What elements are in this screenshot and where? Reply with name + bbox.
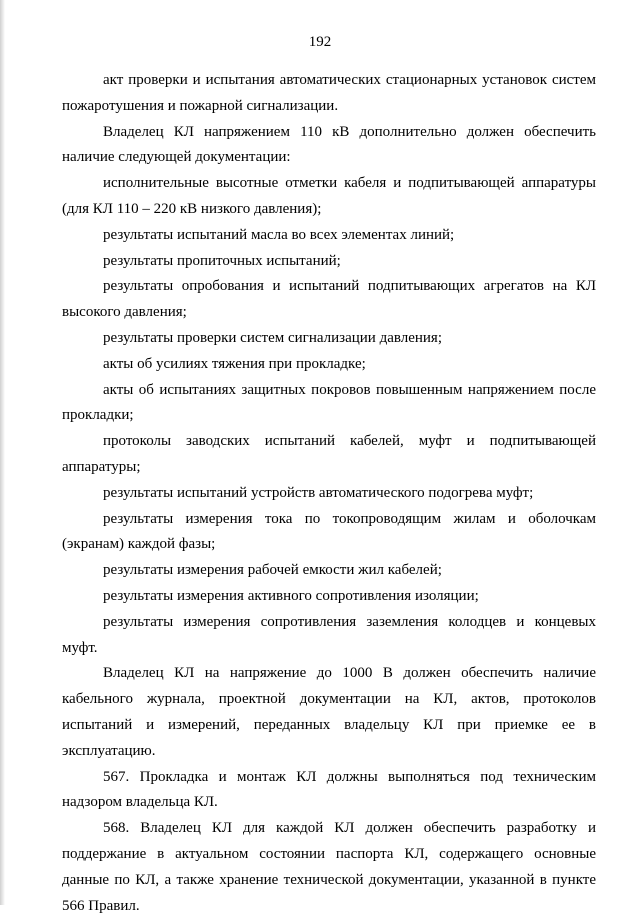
list-item-elevation-marks: исполнительные высотные отметки кабеля и подпитывающей аппаратуры (для КЛ 110 – 220 кВ низкого давления); bbox=[62, 175, 596, 217]
paragraph-owner-110kv: Владелец КЛ напряжением 110 кВ дополнительно должен обеспечить наличие следующей документации: bbox=[62, 123, 596, 166]
paragraph-owner-1000v: Владелец КЛ на напряжение до 1000 В должен обеспечить наличие кабельного журнала, проектной документации на КЛ, актов, протоколов испытаний и измерений, переданных владельцу КЛ при приемке ее в эксплуатацию. bbox=[62, 665, 596, 759]
list-item-feed-units-tests: результаты опробования и испытаний подпитывающих агрегатов на КЛ высокого давления; bbox=[62, 278, 596, 321]
paragraph-act-fire-systems: акт проверки и испытания автоматических стационарных установок систем пожаротушения и пожарной сигнализации. bbox=[62, 72, 596, 114]
list-item-oil-tests: результаты испытаний масла во всех элементах линий; bbox=[103, 226, 455, 243]
list-item-sheath-tests: акты об испытаниях защитных покровов повышенным напряжением после прокладки; bbox=[62, 381, 596, 424]
list-item-capacitance: результаты измерения рабочей емкости жил кабелей; bbox=[103, 562, 442, 579]
paragraph-567: 567. Прокладка и монтаж КЛ должны выполняться под техническим надзором владельца КЛ. bbox=[62, 768, 596, 811]
list-item-heating-tests: результаты испытаний устройств автоматического подогрева муфт; bbox=[103, 484, 534, 501]
list-item-pulling-force-acts: акты об усилиях тяжения при прокладке; bbox=[103, 355, 366, 372]
paragraph-568: 568. Владелец КЛ для каждой КЛ должен обеспечить разработку и поддержание в актуальном состоянии паспорта КЛ, содержащего основные данные по КЛ, а также хранение технической документации, указанной в пункте 566 Правил. bbox=[62, 820, 596, 914]
list-item-current-measurements: результаты измерения тока по токопроводящим жилам и оболочкам (экранам) каждой фазы; bbox=[62, 510, 596, 553]
page-number: 192 bbox=[308, 34, 332, 50]
document-body bbox=[62, 68, 596, 919]
list-item-impregnation-tests: результаты пропиточных испытаний; bbox=[103, 252, 341, 269]
scan-edge-shadow bbox=[0, 0, 5, 905]
list-item-insulation-resistance: результаты измерения активного сопротивления изоляции; bbox=[103, 587, 479, 604]
list-item-pressure-alarm-check: результаты проверки систем сигнализации давления; bbox=[103, 329, 443, 346]
list-item-factory-protocols: протоколы заводских испытаний кабелей, муфт и подпитывающей аппаратуры; bbox=[62, 433, 596, 475]
list-item-grounding-resistance: результаты измерения сопротивления заземления колодцев и концевых муфт. bbox=[62, 613, 596, 656]
